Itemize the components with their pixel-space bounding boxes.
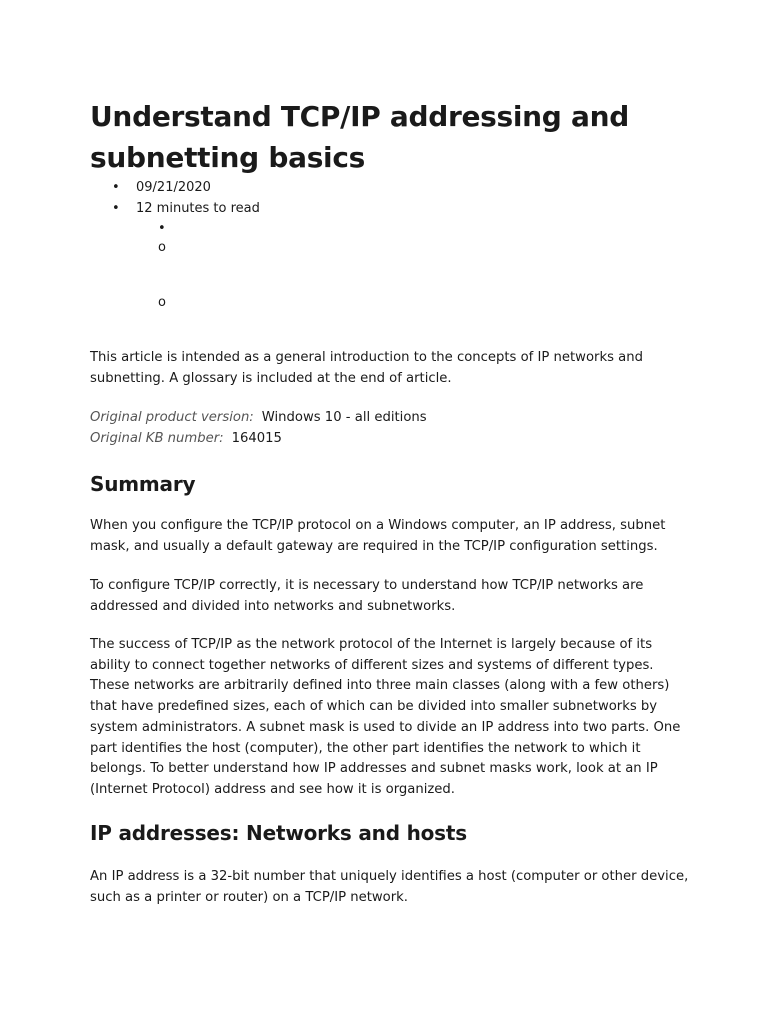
read-time: 12 minutes to read	[136, 201, 260, 216]
product-version-value: Windows 10 - all editions	[261, 410, 427, 425]
page-title	[90, 96, 690, 178]
kb-number-value: 164015	[231, 431, 282, 446]
kb-number-label: Original KB number:	[90, 431, 224, 446]
ip-addresses-paragraph-1: An IP address is a 32-bit number that uniquely identifies a host (computer or other device, such as a printer or router) on a TCP/IP network.	[90, 869, 689, 905]
summary-paragraph-1: When you configure the TCP/IP protocol on a Windows computer, an IP address, subnet mask, and usually a default gateway are required in the TCP/IP configuration settings.	[90, 518, 666, 554]
empty-circle-bullet-icon: o	[158, 240, 166, 255]
page-title-line-2: subnetting basics	[90, 141, 366, 174]
page-title-line-1: Understand TCP/IP addressing and	[90, 100, 629, 133]
empty-circle-bullet-icon: o	[158, 295, 166, 310]
article-meta-list	[90, 177, 260, 219]
product-version-label: Original product version:	[90, 410, 254, 425]
empty-bullet-icon: •	[158, 221, 166, 236]
summary-paragraph-3: The success of TCP/IP as the network protocol of the Internet is largely because of its ability to connect together networks of different sizes and systems of different types. These networks are arbitrarily defined into three main classes (along with a few others) that have predefined sizes, each of which can be divided into smaller subnetworks by system administrators. A subnet mask is used to divide an IP address into two parts. One part identifies the host (computer), the other part identifies the network to which it belongs. To better understand how IP addresses and subnet masks work, look at an IP (Internet Protocol) address and see how it is organized.	[90, 637, 681, 797]
bullet-icon: •	[112, 180, 120, 195]
article-date: 09/21/2020	[136, 180, 211, 195]
product-version-row	[90, 407, 427, 428]
section-heading-summary: Summary	[90, 472, 196, 496]
section-heading-ip-addresses: IP addresses: Networks and hosts	[90, 821, 467, 845]
bullet-icon: •	[112, 201, 120, 216]
intro-paragraph: This article is intended as a general introduction to the concepts of IP networks and subnetting. A glossary is included at the end of article.	[90, 350, 643, 386]
kb-number-row	[90, 428, 282, 449]
summary-paragraph-2: To configure TCP/IP correctly, it is necessary to understand how TCP/IP networks are addressed and divided into networks and subnetworks.	[90, 578, 644, 614]
read-time-item	[90, 198, 260, 219]
article-date-item	[90, 177, 260, 198]
